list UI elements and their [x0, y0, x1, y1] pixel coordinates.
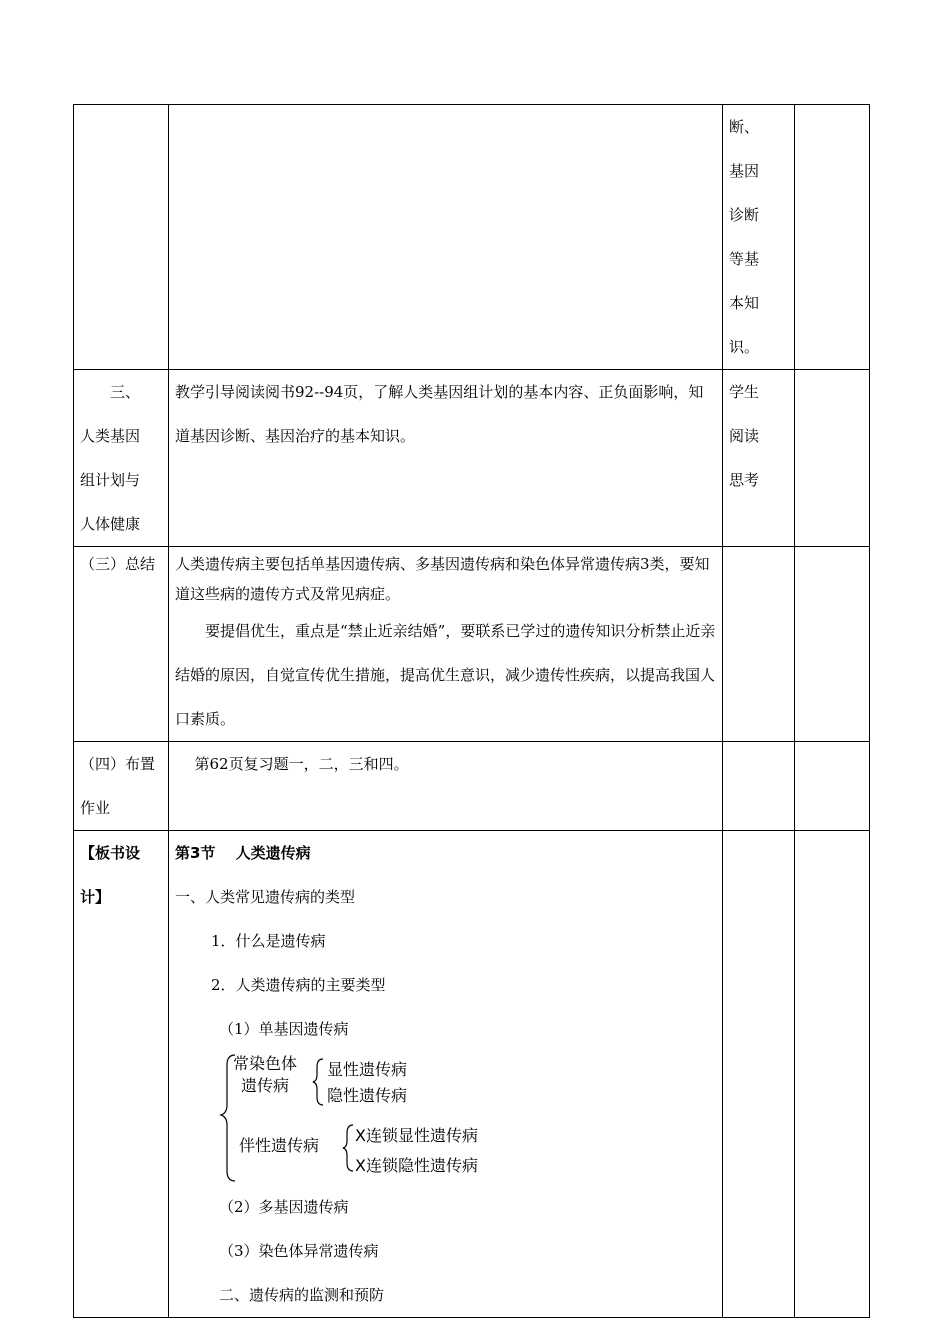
label-line: 三、 — [110, 383, 141, 401]
cell-student-empty — [723, 742, 795, 831]
board-line: （2）多基因遗传病 — [219, 1198, 349, 1216]
table-row-homework — [74, 742, 870, 831]
diagram-sex-linked: 伴性遗传病 — [239, 1136, 320, 1155]
table-row-summary — [74, 547, 870, 742]
cell-section-label — [74, 370, 169, 547]
board-line: （3）染色体异常遗传病 — [219, 1242, 379, 1260]
student-line: 基因 — [729, 162, 760, 180]
summary-label: （三）总结 — [80, 555, 156, 573]
cell-notes-empty — [795, 370, 870, 547]
classification-diagram — [175, 1051, 716, 1185]
homework-text: 第62页复习题一，二，三和四。 — [194, 755, 409, 773]
cell-student-empty — [723, 831, 795, 1318]
diagram-recessive: 隐性遗传病 — [327, 1086, 408, 1105]
table-row-continued — [74, 105, 870, 370]
cell-content-empty — [169, 105, 723, 370]
cell-section-label — [74, 547, 169, 742]
student-line: 本知 — [729, 294, 760, 312]
outer-brace — [221, 1055, 235, 1181]
diagram-autosomal-2: 遗传病 — [241, 1076, 290, 1095]
cell-notes-empty — [795, 831, 870, 1318]
cell-content — [169, 547, 723, 742]
board-line: 二、遗传病的监测和预防 — [219, 1286, 385, 1304]
classification-brace-diagram — [219, 1051, 519, 1185]
student-line: 阅读 — [729, 427, 760, 445]
lesson-plan-table — [73, 104, 870, 1318]
summary-paragraph-2: 要提倡优生，重点是“禁止近亲结婚”，要联系已学过的遗传知识分析禁止近亲结婚的原因，自觉宣传优生措施，提高优生意识，减少遗传性疾病，以提高我国人口素质。 — [175, 622, 716, 728]
diagram-x-recessive: X连锁隐性遗传病 — [355, 1156, 478, 1175]
board-title: 第3节 人类遗传病 — [175, 844, 311, 862]
student-line: 诊断 — [729, 206, 760, 224]
cell-content: 教学引导阅读阅书92--94页，了解人类基因组计划的基本内容、正负面影响，知道基因诊断、基因治疗的基本知识。 — [169, 370, 723, 547]
cell-notes-empty — [795, 547, 870, 742]
table-row-genome — [74, 370, 870, 547]
diagram-dominant: 显性遗传病 — [327, 1060, 408, 1079]
cell-student-empty — [723, 547, 795, 742]
cell-board-design — [169, 831, 723, 1318]
cell-section-label: （四）布置作业 — [74, 742, 169, 831]
cell-notes-empty — [795, 742, 870, 831]
table-row-board — [74, 831, 870, 1318]
label-line: 人体健康 — [80, 515, 141, 533]
board-line: 2．人类遗传病的主要类型 — [211, 976, 386, 994]
diagram-x-dominant: X连锁显性遗传病 — [355, 1126, 478, 1145]
cell-label-empty — [74, 105, 169, 370]
board-line: 一、人类常见遗传病的类型 — [175, 888, 356, 906]
label-line: 组计划与 — [80, 471, 141, 489]
student-line: 等基 — [729, 250, 760, 268]
inner-brace-autosomal — [313, 1059, 323, 1105]
student-line: 学生 — [729, 383, 760, 401]
student-line: 思考 — [729, 471, 760, 489]
inner-brace-sex-linked — [343, 1125, 353, 1171]
summary-paragraph-1: 人类遗传病主要包括单基因遗传病、多基因遗传病和染色体异常遗传病3类，要知道这些病的遗传方式及常见病症。 — [175, 555, 710, 603]
cell-student-activity — [723, 105, 795, 370]
cell-section-label: 【板书设计】 — [74, 831, 169, 1318]
label-line: 人类基因 — [80, 427, 141, 445]
board-line: 1．什么是遗传病 — [211, 932, 326, 950]
cell-student-activity — [723, 370, 795, 547]
diagram-autosomal-1: 常染色体 — [233, 1054, 298, 1073]
cell-notes-empty — [795, 105, 870, 370]
student-line: 断、 — [729, 118, 760, 136]
student-line: 识。 — [729, 338, 760, 356]
cell-content — [169, 742, 723, 831]
board-line: （1）单基因遗传病 — [219, 1020, 349, 1038]
